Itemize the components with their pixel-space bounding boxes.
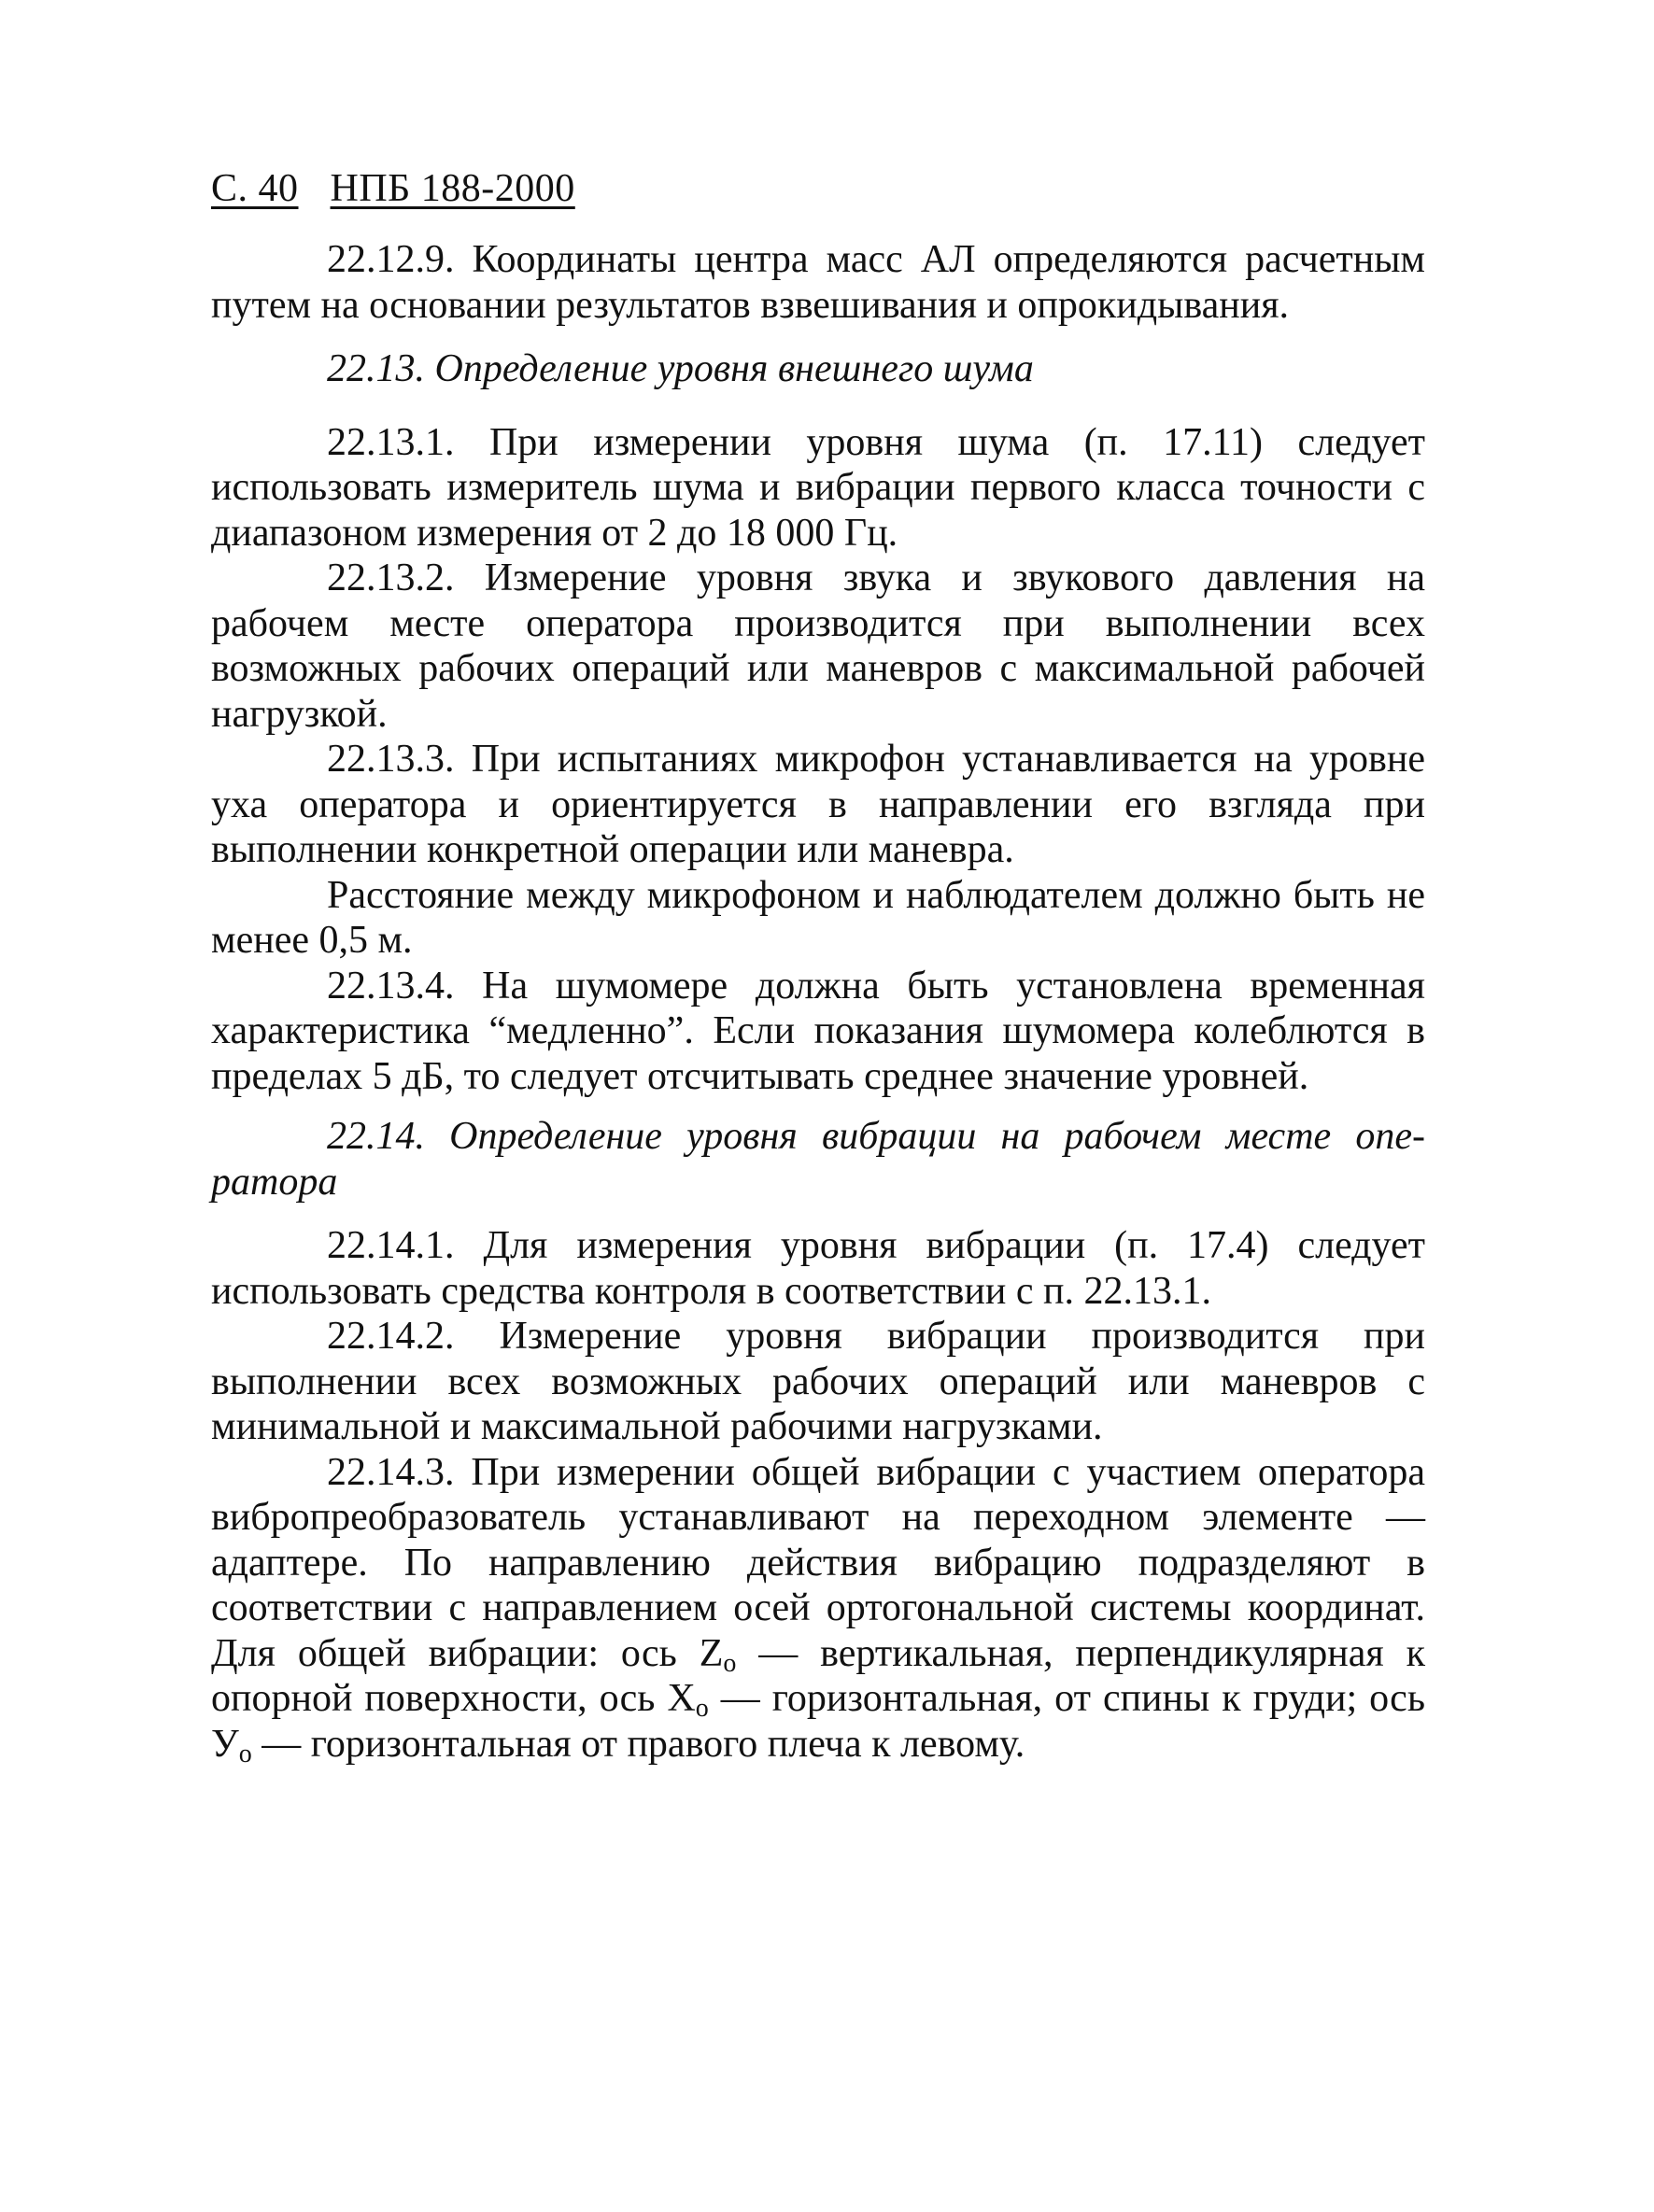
section-heading-22-14: 22.14. Определение уровня вибрации на рабочем месте оператора — [211, 1115, 1425, 1204]
axis-z-subscript: o — [723, 1648, 737, 1678]
paragraph-22-14-1: 22.14.1. Для измерения уровня вибрации (п. 17.4) следует использовать средства контроля в соответствии с п. 22.13.1. — [211, 1224, 1425, 1313]
paragraph-22-13-1: 22.13.1. При измерении уровня шума (п. 17.11) следует использовать измеритель шума и вибрации первого класса точности с диапазоном измерения от 2 до 18 000 Гц. — [211, 420, 1425, 555]
section-heading-22-13: 22.13. Определение уровня внешнего шума — [327, 347, 1034, 390]
paragraph-22-14-2: 22.14.2. Измерение уровня вибрации производится при выполнении всех возможных рабочих операций или маневров с минимальной и максимальной рабочими нагрузками. — [211, 1315, 1425, 1448]
paragraph-distance: Расстояние между микрофоном и наблюдателем должно быть не менее 0,5 м. — [211, 873, 1425, 962]
paragraph-22-12-9: 22.12.9. Координаты центра масс АЛ определяются расчетным путем на основании результатов взвешивания и опрокидывания. — [211, 238, 1425, 327]
paragraph-22-14-3-text-3: — горизонтальная, от спины к груди; ось — [708, 1677, 1425, 1720]
paragraph-22-14-3-text-1: 22.14.3. При измерении общей вибрации с участием оператора вибропреобразователь устанавливают на переходном элементе — адаптере. По направлению действия вибрацию подразделяют в соответствии с направлением осей ортогональной системы координат. Для общей вибрации: ось — [211, 1450, 1425, 1675]
document-code: НПБ 188-2000 — [330, 167, 575, 210]
paragraph-22-14-3 — [211, 1450, 1425, 1768]
axis-y-subscript: o — [238, 1739, 252, 1768]
document-page — [211, 164, 1425, 1767]
paragraph-22-14-3-text-2: — вертикальная, перпендикулярная к опорной поверхности, ось — [211, 1631, 1425, 1720]
page-number: С. 40 — [211, 167, 299, 210]
axis-y-label: У — [211, 1722, 239, 1766]
axis-x-label: X — [667, 1677, 696, 1720]
axis-z-label: Z — [699, 1631, 724, 1675]
page-header — [211, 164, 1425, 213]
paragraph-22-14-3-text-4: — горизонтальная от правого плеча к левому. — [251, 1722, 1025, 1766]
axis-x-subscript: o — [695, 1694, 709, 1723]
paragraph-22-13-4: 22.13.4. На шумомере должна быть установлена временная характеристика “медленно”. Если показания шумомера колеблются в пределах 5 дБ, то следует отсчитывать среднее значение уровней. — [211, 964, 1425, 1098]
paragraph-22-13-3: 22.13.3. При испытаниях микрофон устанавливается на уровне уха оператора и ориентируется в направлении его взгляда при выполнении конкретной операции или маневра. — [211, 738, 1425, 871]
paragraph-22-13-2: 22.13.2. Измерение уровня звука и звукового давления на рабочем месте оператора производится при выполнении всех возможных рабочих операций или маневров с максимальной рабочей нагрузкой. — [211, 557, 1425, 736]
